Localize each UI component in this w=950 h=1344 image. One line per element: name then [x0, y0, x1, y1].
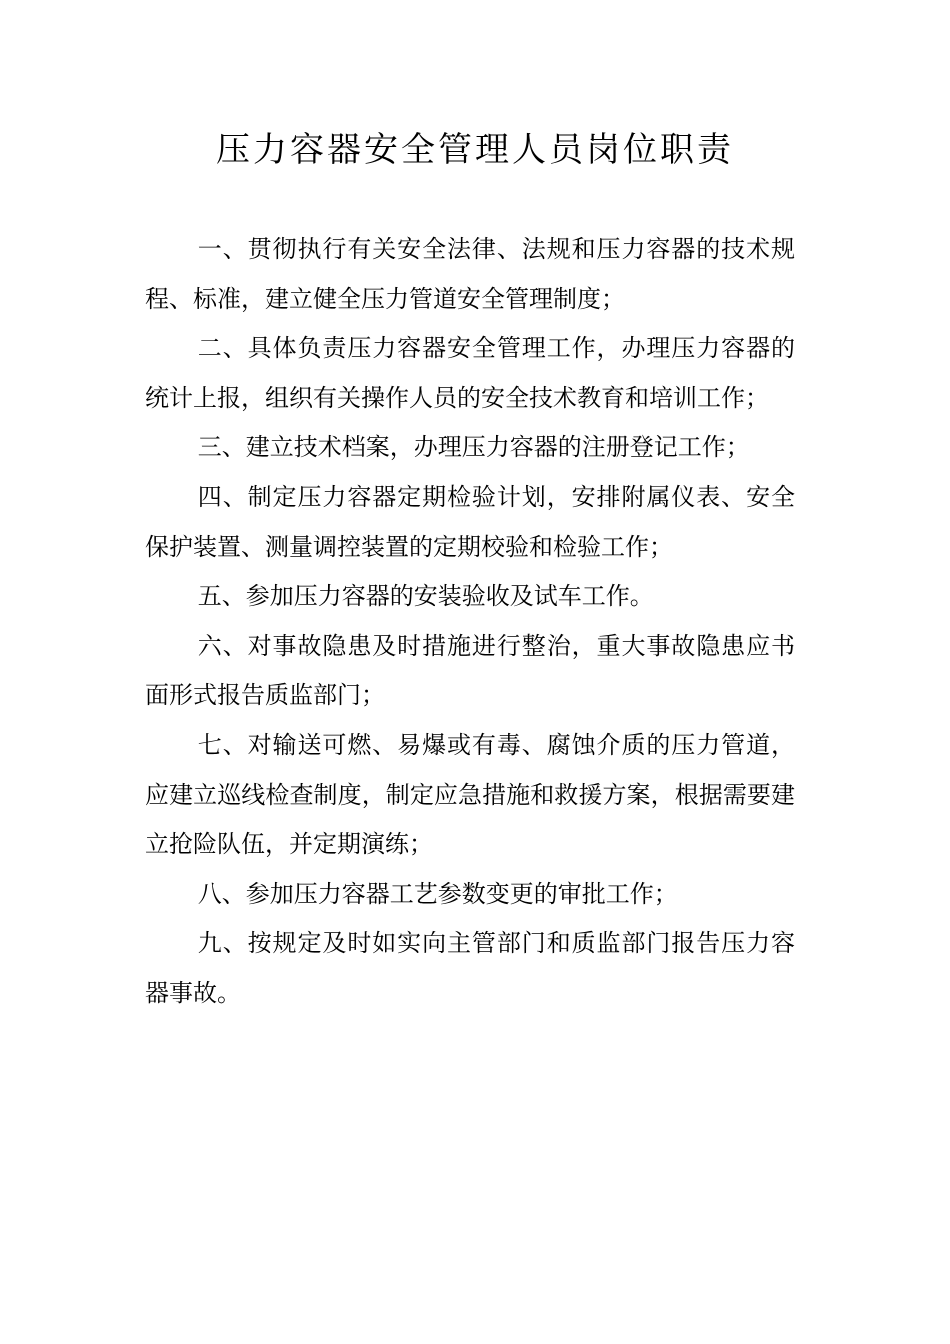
duty-item-4: 四、制定压力容器定期检验计划，安排附属仪表、安全保护装置、测量调控装置的定期校验和检验工作；: [145, 482, 795, 561]
duty-item-3: 三、建立技术档案，办理压力容器的注册登记工作；: [197, 433, 750, 462]
duty-item-8: 八、参加压力容器工艺参数变更的审批工作；: [197, 879, 678, 908]
duty-item-5: 五、参加压力容器的安装验收及试车工作。: [197, 582, 654, 611]
duty-item-2: 二、具体负责压力容器安全管理工作，办理压力容器的统计上报，组织有关操作人员的安全技术教育和培训工作；: [145, 334, 795, 412]
duty-item-6: 六、对事故隐患及时措施进行整治，重大事故隐患应书面形式报告质监部门；: [145, 631, 795, 710]
duty-item-9: 九、按规定及时如实向主管部门和质监部门报告压力容器事故。: [145, 929, 795, 1007]
document-title: 压力容器安全管理人员岗位职责: [216, 130, 734, 170]
document-body: [145, 225, 795, 1019]
duty-item-1: 一、贯彻执行有关安全法律、法规和压力容器的技术规程、标准，建立健全压力管道安全管理制度；: [145, 235, 795, 313]
duty-item-7: 七、对输送可燃、易爆或有毒、腐蚀介质的压力管道，应建立巡线检查制度，制定应急措施和救援方案，根据需要建立抢险队伍，并定期演练；: [145, 730, 795, 859]
